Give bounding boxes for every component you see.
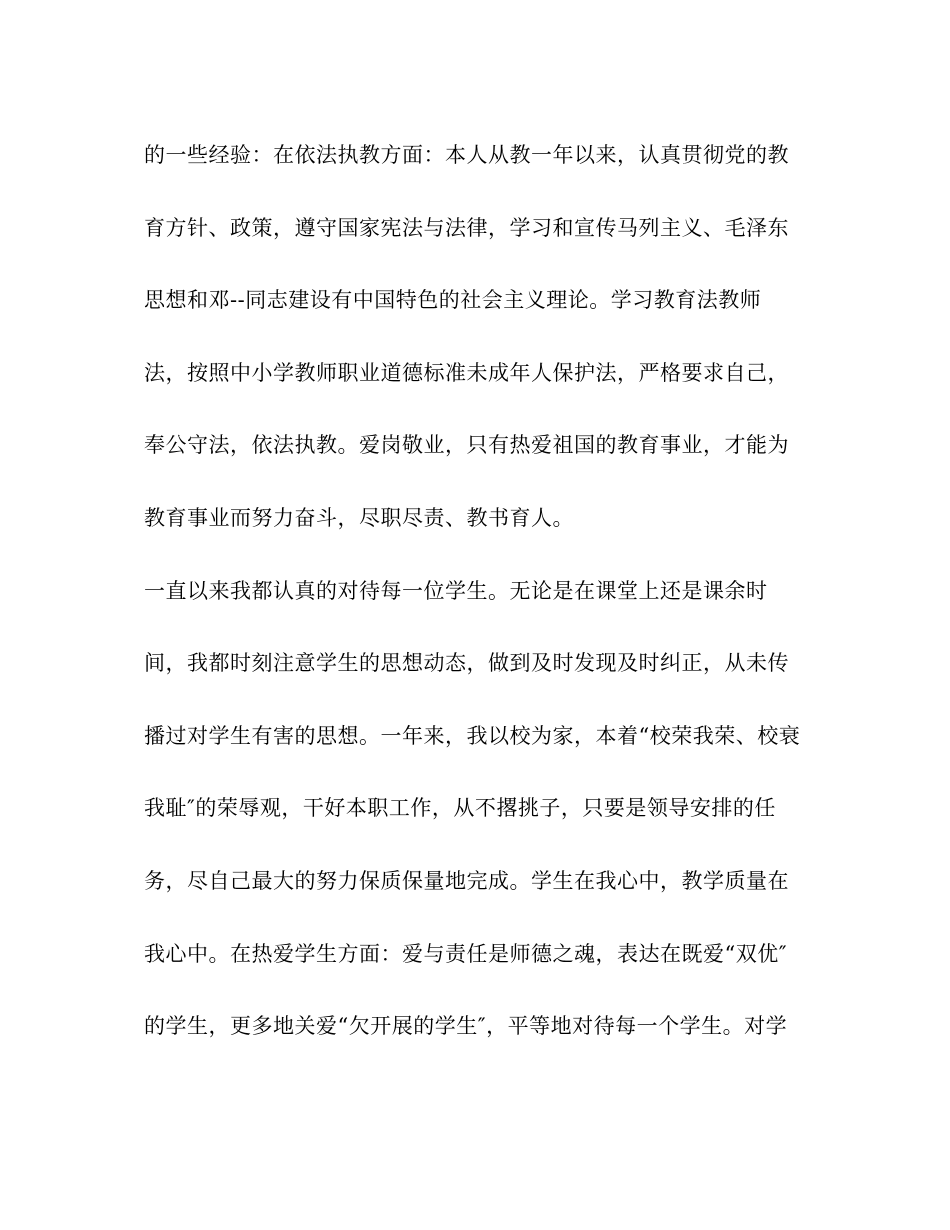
text-line: 一直以来我都认真的对待每一位学生。无论是在课堂上还是课余时	[144, 578, 768, 603]
text-line: 奉公守法，依法执教。爱岗敬业，只有热爱祖国的教育事业，才能为	[144, 433, 789, 458]
text-line: 的一些经验：在依法执教方面：本人从教一年以来，认真贯彻党的教	[144, 143, 789, 167]
text-line: 我心中。在热爱学生方面：爱与责任是师德之魂，表达在既爱“双优″	[144, 941, 788, 966]
text-line: 思想和邓--同志建设有中国特色的社会主义理论。学习教育法教师	[144, 288, 762, 313]
text-line: 务，尽自己最大的努力保质保量地完成。学生在我心中，教学质量在	[144, 868, 789, 893]
body-text	[144, 133, 824, 1077]
text-line: 教育事业而努力奋斗，尽职尽责、教书育人。	[144, 505, 574, 530]
text-line: 我耻″的荣辱观，干好本职工作，从不撂挑子，只要是领导安排的任	[144, 796, 776, 821]
text-line: 法，按照中小学教师职业道德标准未成年人保护法，严格要求自己，	[144, 360, 789, 385]
text-line: 育方针、政策，遵守国家宪法与法律，学习和宣传马列主义、毛泽东	[144, 215, 789, 240]
text-line: 的学生，更多地关爱“欠开展的学生″，平等地对待每一个学生。对学	[144, 1014, 788, 1039]
text-line: 播过对学生有害的思想。一年来，我以校为家，本着“校荣我荣、校衰	[144, 723, 801, 748]
text-line: 间，我都时刻注意学生的思想动态，做到及时发现及时纠正，从未传	[144, 651, 789, 676]
